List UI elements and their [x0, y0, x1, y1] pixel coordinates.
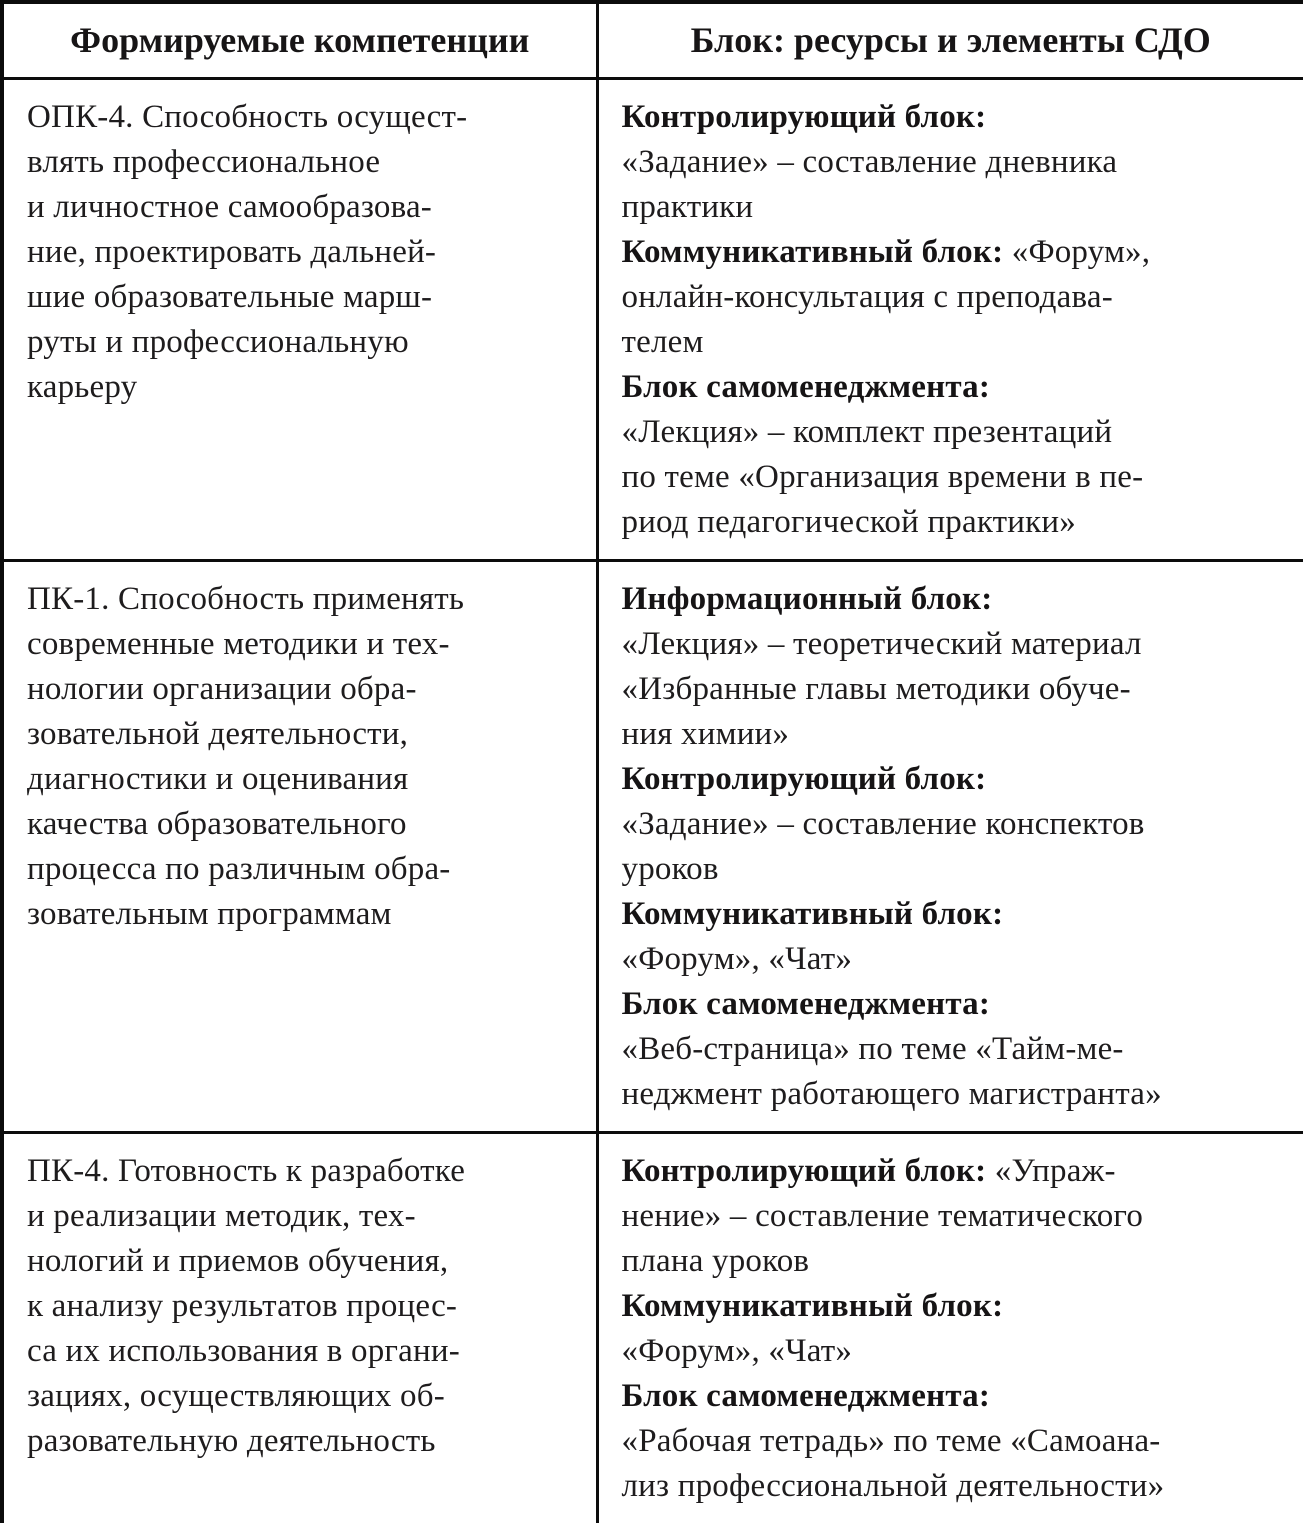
text-line — [622, 577, 1294, 622]
block-label-text: Блок самоменеджмента: — [621, 369, 991, 406]
body-text: са их использования в органи- — [27, 1333, 460, 1370]
text-line — [27, 577, 586, 622]
body-text: «Лекция» – комплект презентаций — [621, 414, 1113, 451]
text-line — [27, 712, 586, 757]
text-line — [27, 892, 586, 937]
body-text: карьеру — [27, 369, 138, 406]
text-line — [27, 1374, 586, 1419]
block-label-text: Контролирующий блок: — [621, 99, 987, 136]
body-text: и личностное самообразова- — [27, 189, 432, 226]
body-text: влять профессиональное — [27, 144, 381, 181]
text-line — [27, 140, 586, 185]
text-line — [622, 230, 1294, 275]
block-label-text: Коммуникативный блок: — [621, 896, 1004, 933]
sdo-blocks-cell — [597, 561, 1303, 1133]
body-text: к анализу результатов процес- — [27, 1288, 458, 1325]
body-text: телем — [621, 324, 704, 361]
body-text: и реализации методик, тех- — [27, 1198, 416, 1235]
column-header-sdo-blocks: Блок: ресурсы и элементы СДО — [597, 2, 1303, 79]
text-line — [622, 1374, 1294, 1419]
text-line — [622, 275, 1294, 320]
block-label-text: Контролирующий блок: — [621, 761, 987, 798]
text-line — [622, 1149, 1294, 1194]
text-line — [27, 275, 586, 320]
body-text: современные методики и тех- — [27, 626, 450, 663]
block-label-text: Коммуникативный блок: — [621, 1288, 1004, 1325]
body-text: зовательным программам — [27, 896, 392, 933]
body-text: ОПК-4. Способность осущест- — [27, 99, 468, 136]
body-text: диагностики и оценивания — [27, 761, 409, 798]
text-line — [622, 757, 1294, 802]
body-text: ПК-1. Способность применять — [27, 581, 465, 618]
text-line — [622, 365, 1294, 410]
text-line — [27, 1239, 586, 1284]
text-line — [27, 1419, 586, 1464]
text-line — [622, 320, 1294, 365]
block-label-text: Информационный блок: — [621, 581, 993, 618]
text-line — [27, 1149, 586, 1194]
block-label-text: Коммуникативный блок: — [621, 234, 1004, 271]
body-text: по теме «Организация времени в пе- — [621, 459, 1144, 496]
table-header-row — [2, 2, 1303, 79]
text-line — [622, 1329, 1294, 1374]
body-text: разовательную деятельность — [27, 1423, 436, 1460]
text-line — [622, 1419, 1294, 1464]
text-line — [27, 757, 586, 802]
body-text: плана уроков — [621, 1243, 810, 1280]
body-text: ние, проектировать дальней- — [27, 234, 437, 271]
body-text: уроков — [621, 851, 719, 888]
text-line — [27, 185, 586, 230]
body-text: шие образовательные марш- — [27, 279, 433, 316]
body-text: «Задание» – составление конспектов — [621, 806, 1145, 843]
body-text: ния химии» — [621, 716, 790, 753]
text-line — [27, 1284, 586, 1329]
body-text: нение» – составление тематического — [621, 1198, 1144, 1235]
body-text: лиз профессиональной деятельности» — [621, 1468, 1165, 1505]
text-line — [622, 500, 1294, 545]
body-text: ПК-4. Готовность к разработке — [27, 1153, 466, 1190]
body-text: риод педагогической практики» — [621, 504, 1076, 541]
text-line — [622, 892, 1294, 937]
text-line — [27, 1329, 586, 1374]
body-text: «Лекция» – теоретический материал — [621, 626, 1142, 663]
block-label-text: Контролирующий блок: — [621, 1153, 987, 1190]
sdo-blocks-cell — [597, 79, 1303, 561]
text-line — [622, 937, 1294, 982]
body-text: онлайн-консультация с преподава- — [621, 279, 1113, 316]
text-line — [622, 712, 1294, 757]
text-line — [27, 320, 586, 365]
text-line — [27, 622, 586, 667]
text-line — [27, 847, 586, 892]
block-label-text: Блок самоменеджмента: — [621, 986, 991, 1023]
body-text: «Форум», «Чат» — [621, 1333, 853, 1370]
table-body — [2, 79, 1303, 1523]
sdo-blocks-cell — [597, 1133, 1303, 1523]
column-header-competencies: Формируемые компетенции — [2, 2, 597, 79]
body-text: нологий и приемов обучения, — [27, 1243, 449, 1280]
text-line — [622, 622, 1294, 667]
text-line — [27, 802, 586, 847]
body-text: зациях, осуществляющих об- — [27, 1378, 445, 1415]
table-row — [2, 561, 1303, 1133]
text-line — [622, 847, 1294, 892]
body-text: «Форум», — [1003, 234, 1151, 271]
table-row — [2, 1133, 1303, 1523]
text-line — [622, 667, 1294, 712]
text-line — [622, 802, 1294, 847]
block-label-text: Блок самоменеджмента: — [621, 1378, 991, 1415]
body-text: «Избранные главы методики обуче- — [621, 671, 1131, 708]
text-line — [622, 1464, 1294, 1509]
text-line — [27, 1194, 586, 1239]
body-text: процесса по различным обра- — [27, 851, 451, 888]
text-line — [622, 1284, 1294, 1329]
body-text: «Упраж- — [986, 1153, 1116, 1190]
text-line — [622, 410, 1294, 455]
text-line — [622, 1239, 1294, 1284]
body-text: неджмент работающего магистранта» — [621, 1076, 1162, 1113]
text-line — [622, 1194, 1294, 1239]
text-line — [622, 1027, 1294, 1072]
competency-cell — [2, 561, 597, 1133]
text-line — [622, 982, 1294, 1027]
body-text: руты и профессиональную — [27, 324, 409, 361]
text-line — [622, 1072, 1294, 1117]
text-line — [27, 365, 586, 410]
body-text: практики — [621, 189, 754, 226]
body-text: нологии организации обра- — [27, 671, 417, 708]
body-text: качества образовательного — [27, 806, 407, 843]
body-text: зовательной деятельности, — [27, 716, 409, 753]
text-line — [622, 455, 1294, 500]
competency-cell — [2, 1133, 597, 1523]
body-text: «Форум», «Чат» — [621, 941, 853, 978]
table-row — [2, 79, 1303, 561]
text-line — [622, 95, 1294, 140]
body-text: «Веб-страница» по теме «Тайм-ме- — [621, 1031, 1124, 1068]
body-text: «Задание» – составление дневника — [621, 144, 1118, 181]
text-line — [622, 185, 1294, 230]
competency-cell — [2, 79, 597, 561]
text-line — [27, 230, 586, 275]
body-text: «Рабочая тетрадь» по теме «Самоана- — [621, 1423, 1161, 1460]
text-line — [27, 667, 586, 712]
text-line — [622, 140, 1294, 185]
text-line — [27, 95, 586, 140]
